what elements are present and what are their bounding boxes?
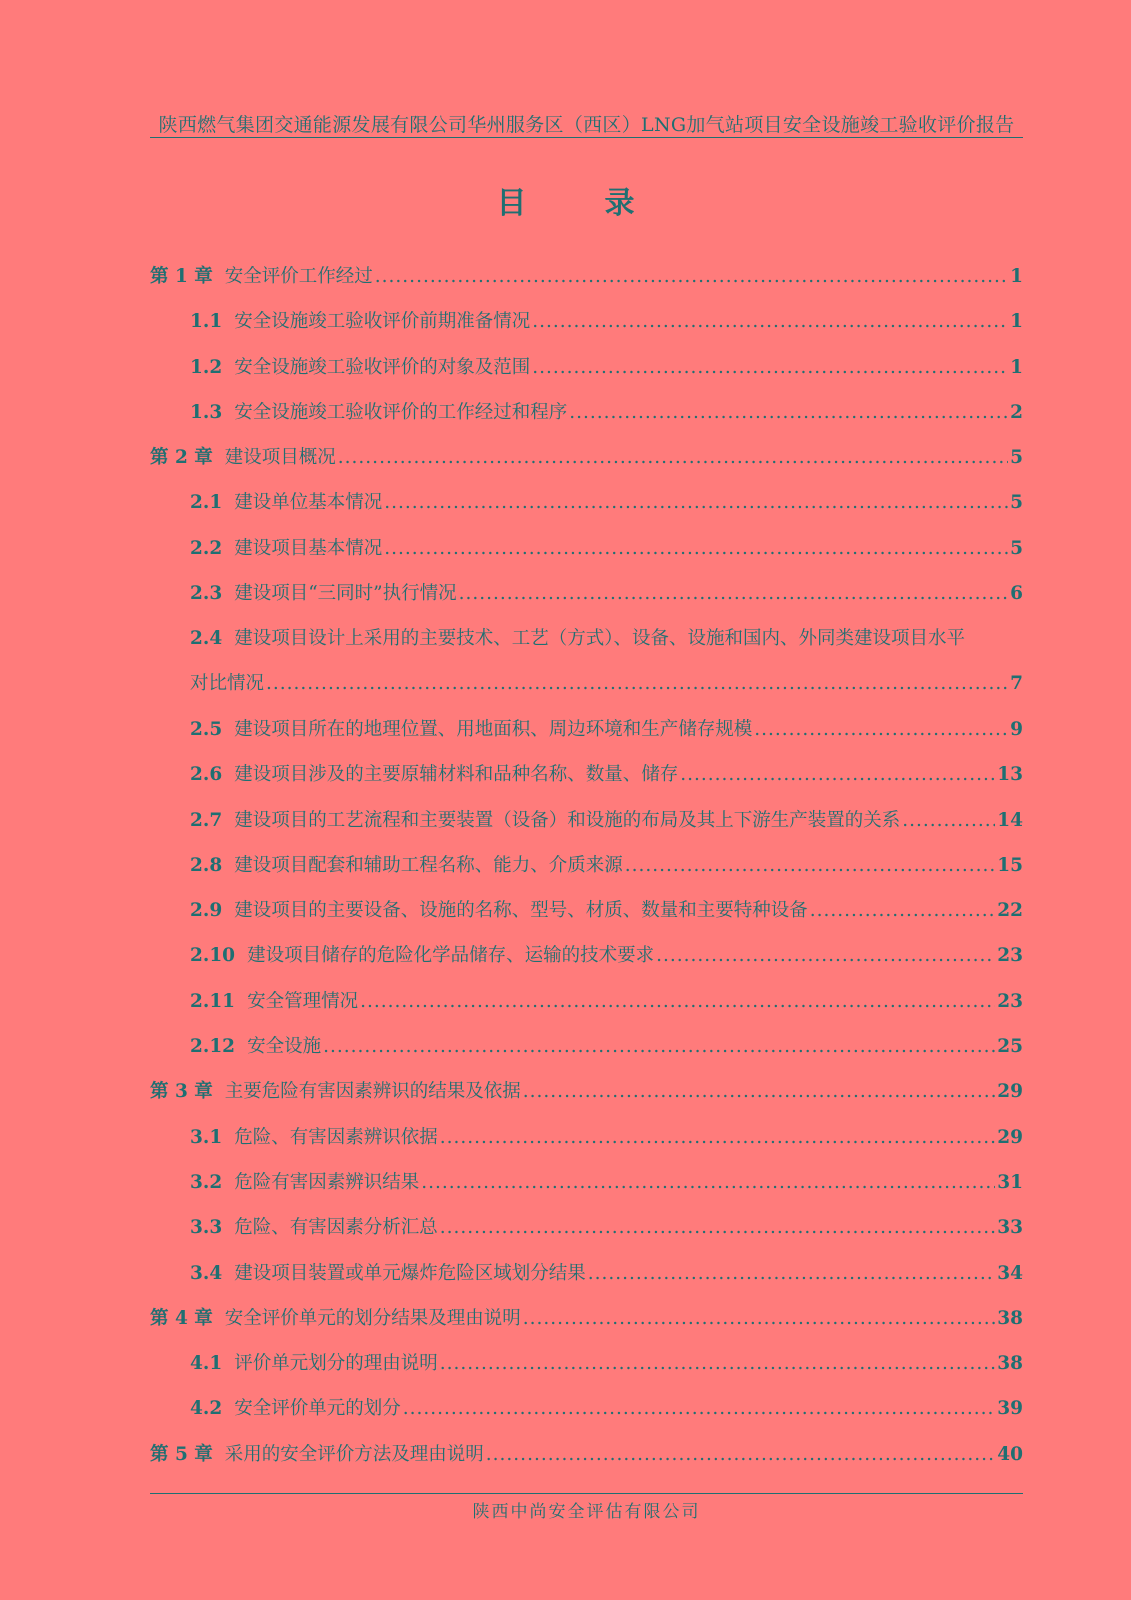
toc-dot-leader <box>440 1214 996 1242</box>
toc-page-number: 9 <box>1010 718 1023 740</box>
toc-dot-leader <box>902 807 995 835</box>
toc-section-entry[interactable] <box>150 1028 1023 1073</box>
toc-section-entry[interactable] <box>150 756 1023 801</box>
toc-dot-leader <box>440 1124 996 1152</box>
toc-section-entry[interactable] <box>150 394 1023 439</box>
toc-entry-title: 建设项目“三同时”执行情况 <box>234 583 457 605</box>
toc-dot-leader <box>440 1350 996 1378</box>
toc-entry-number: 2.4 <box>190 628 223 650</box>
toc-dot-leader <box>266 670 1008 698</box>
toc-dot-leader <box>375 263 1008 291</box>
toc-page-number: 15 <box>997 854 1023 876</box>
toc-dot-leader <box>403 1395 996 1423</box>
toc-section-entry[interactable] <box>150 620 1023 711</box>
toc-dot-leader <box>656 942 995 970</box>
toc-page-number: 33 <box>997 1217 1023 1239</box>
toc-entry-title: 建设项目的主要设备、设施的名称、型号、材质、数量和主要特种设备 <box>234 900 808 922</box>
toc-section-entry[interactable] <box>150 937 1023 982</box>
running-header: 陕西燃气集团交通能源发展有限公司华州服务区（西区）LNG加气站项目安全设施竣工验收评价报告 <box>158 114 1015 136</box>
toc-page-number: 29 <box>997 1081 1023 1103</box>
toc-section-entry[interactable] <box>150 711 1023 756</box>
toc-entry-title: 安全评价工作经过 <box>224 266 373 287</box>
toc-entry-number: 3.3 <box>190 1217 223 1239</box>
header-divider <box>150 137 1023 138</box>
toc-page-number: 5 <box>1010 537 1023 559</box>
toc-page-number: 13 <box>997 764 1023 786</box>
toc-entry-title: 危险、有害因素辨识依据 <box>234 1126 438 1148</box>
toc-page-number: 1 <box>1010 356 1023 378</box>
toc-entry-number: 第 1 章 <box>150 266 213 287</box>
toc-page-number: 39 <box>997 1398 1023 1420</box>
page-title: 目 录 <box>496 186 659 221</box>
toc-section-entry[interactable] <box>150 802 1023 847</box>
toc-entry-title: 建设项目设计上采用的主要技术、工艺（方式）、设备、设施和国内、外同类建设项目水平 <box>234 628 965 650</box>
toc-entry-title: 安全评价单元的划分 <box>234 1398 401 1420</box>
toc-dot-leader <box>625 852 996 880</box>
toc-section-entry[interactable] <box>150 484 1023 529</box>
toc-dot-leader <box>523 1305 995 1333</box>
toc-entry-number: 第 2 章 <box>150 447 213 469</box>
toc-section-entry[interactable] <box>150 349 1023 394</box>
toc-entry-title: 建设项目基本情况 <box>234 537 383 559</box>
toc-entry-number: 2.9 <box>190 900 223 922</box>
toc-section-entry[interactable] <box>150 1255 1023 1300</box>
toc-entry-number: 第 4 章 <box>150 1307 213 1329</box>
table-of-contents <box>150 258 1023 1481</box>
toc-page-number: 6 <box>1010 583 1023 605</box>
toc-entry-number: 2.5 <box>190 718 223 740</box>
toc-dot-leader <box>384 489 1008 517</box>
toc-entry-title: 建设项目装置或单元爆炸危险区域划分结果 <box>234 1262 586 1284</box>
toc-entry-number: 2.3 <box>190 583 223 605</box>
toc-chapter-entry[interactable] <box>150 258 1023 303</box>
toc-section-entry[interactable] <box>150 1345 1023 1390</box>
toc-entry-number: 2.11 <box>190 990 236 1012</box>
toc-entry-title: 危险、有害因素分析汇总 <box>234 1217 438 1239</box>
toc-entry-number: 3.2 <box>190 1171 223 1193</box>
toc-page-number: 1 <box>1010 311 1023 333</box>
toc-page-number: 25 <box>997 1036 1023 1058</box>
toc-entry-number: 2.7 <box>190 809 223 831</box>
toc-section-entry[interactable] <box>150 847 1023 892</box>
toc-entry-number: 2.1 <box>190 492 223 514</box>
toc-dot-leader <box>588 1260 996 1288</box>
toc-page-number: 23 <box>997 990 1023 1012</box>
toc-section-entry[interactable] <box>150 892 1023 937</box>
toc-entry-title: 主要危险有害因素辨识的结果及依据 <box>224 1081 521 1103</box>
toc-entry-number: 1.3 <box>190 401 223 423</box>
toc-section-entry[interactable] <box>150 1119 1023 1164</box>
toc-page-number: 38 <box>997 1307 1023 1329</box>
toc-section-entry[interactable] <box>150 530 1023 575</box>
toc-page-number: 1 <box>1010 266 1023 287</box>
toc-page-number: 5 <box>1010 447 1023 469</box>
toc-page-number: 31 <box>997 1171 1023 1193</box>
toc-page-number: 5 <box>1010 492 1023 514</box>
toc-entry-number: 1.1 <box>190 311 223 333</box>
toc-page-number: 38 <box>997 1353 1023 1375</box>
toc-page-number: 40 <box>997 1443 1023 1465</box>
toc-dot-leader <box>486 1441 995 1469</box>
toc-chapter-entry[interactable] <box>150 1436 1023 1481</box>
toc-entry-title: 建设项目涉及的主要原辅材料和品种名称、数量、储存 <box>234 764 679 786</box>
toc-section-entry[interactable] <box>150 1209 1023 1254</box>
toc-dot-leader <box>338 444 1008 472</box>
toc-chapter-entry[interactable] <box>150 1300 1023 1345</box>
toc-page-number: 29 <box>997 1126 1023 1148</box>
toc-entry-number: 2.10 <box>190 945 236 967</box>
toc-entry-title: 安全管理情况 <box>247 990 359 1012</box>
toc-page-number: 2 <box>1010 401 1023 423</box>
toc-chapter-entry[interactable] <box>150 439 1023 484</box>
toc-entry-title-continued: 对比情况 <box>190 673 265 695</box>
toc-dot-leader <box>523 1078 995 1106</box>
toc-page-number: 14 <box>997 809 1023 831</box>
toc-entry-title: 建设单位基本情况 <box>234 492 383 514</box>
toc-entry-number: 2.2 <box>190 537 223 559</box>
toc-section-entry[interactable] <box>150 1164 1023 1209</box>
toc-entry-number: 第 5 章 <box>150 1443 213 1465</box>
toc-dot-leader <box>421 1169 995 1197</box>
toc-dot-leader <box>532 354 1008 382</box>
toc-dot-leader <box>680 761 995 789</box>
toc-entry-number: 1.2 <box>190 356 223 378</box>
toc-entry-title: 建设项目储存的危险化学品储存、运输的技术要求 <box>247 945 655 967</box>
toc-section-entry[interactable] <box>150 1390 1023 1435</box>
toc-section-entry[interactable] <box>150 575 1023 620</box>
footer-divider <box>150 1493 1023 1494</box>
toc-entry-title: 评价单元划分的理由说明 <box>234 1353 438 1375</box>
toc-entry-number: 2.8 <box>190 854 223 876</box>
toc-dot-leader <box>532 308 1008 336</box>
toc-entry-number: 3.4 <box>190 1262 223 1284</box>
toc-entry-number: 2.12 <box>190 1036 236 1058</box>
toc-entry-title: 建设项目的工艺流程和主要装置（设备）和设施的布局及其上下游生产装置的关系 <box>234 809 901 831</box>
toc-entry-title: 建设项目配套和辅助工程名称、能力、介质来源 <box>234 854 623 876</box>
toc-entry-title: 建设项目概况 <box>224 447 336 469</box>
toc-section-entry[interactable] <box>150 303 1023 348</box>
toc-entry-title: 安全评价单元的划分结果及理由说明 <box>224 1307 521 1329</box>
toc-entry-title: 安全设施 <box>247 1036 322 1058</box>
toc-dot-leader <box>360 988 995 1016</box>
running-footer: 陕西中尚安全评估有限公司 <box>472 1502 701 1522</box>
toc-page-number: 7 <box>1010 673 1023 695</box>
toc-page-number: 34 <box>997 1262 1023 1284</box>
toc-dot-leader <box>754 716 1008 744</box>
toc-dot-leader <box>810 897 996 925</box>
toc-entry-number: 4.1 <box>190 1353 223 1375</box>
toc-dot-leader <box>323 1033 995 1061</box>
toc-entry-title: 安全设施竣工验收评价的工作经过和程序 <box>234 401 568 423</box>
toc-dot-leader <box>384 535 1008 563</box>
toc-chapter-entry[interactable] <box>150 1073 1023 1118</box>
toc-entry-number: 2.6 <box>190 764 223 786</box>
toc-dot-leader <box>459 580 1009 608</box>
toc-entry-title: 采用的安全评价方法及理由说明 <box>224 1443 484 1465</box>
toc-dot-leader <box>569 399 1008 427</box>
toc-entry-number: 4.2 <box>190 1398 223 1420</box>
toc-section-entry[interactable] <box>150 983 1023 1028</box>
toc-page-number: 22 <box>997 900 1023 922</box>
toc-entry-title: 建设项目所在的地理位置、用地面积、周边环境和生产储存规模 <box>234 718 753 740</box>
toc-entry-title: 危险有害因素辨识结果 <box>234 1171 420 1193</box>
toc-entry-title: 安全设施竣工验收评价的对象及范围 <box>234 356 531 378</box>
toc-entry-title: 安全设施竣工验收评价前期准备情况 <box>234 311 531 333</box>
toc-entry-number: 3.1 <box>190 1126 223 1148</box>
toc-page-number: 23 <box>997 945 1023 967</box>
toc-entry-number: 第 3 章 <box>150 1081 213 1103</box>
